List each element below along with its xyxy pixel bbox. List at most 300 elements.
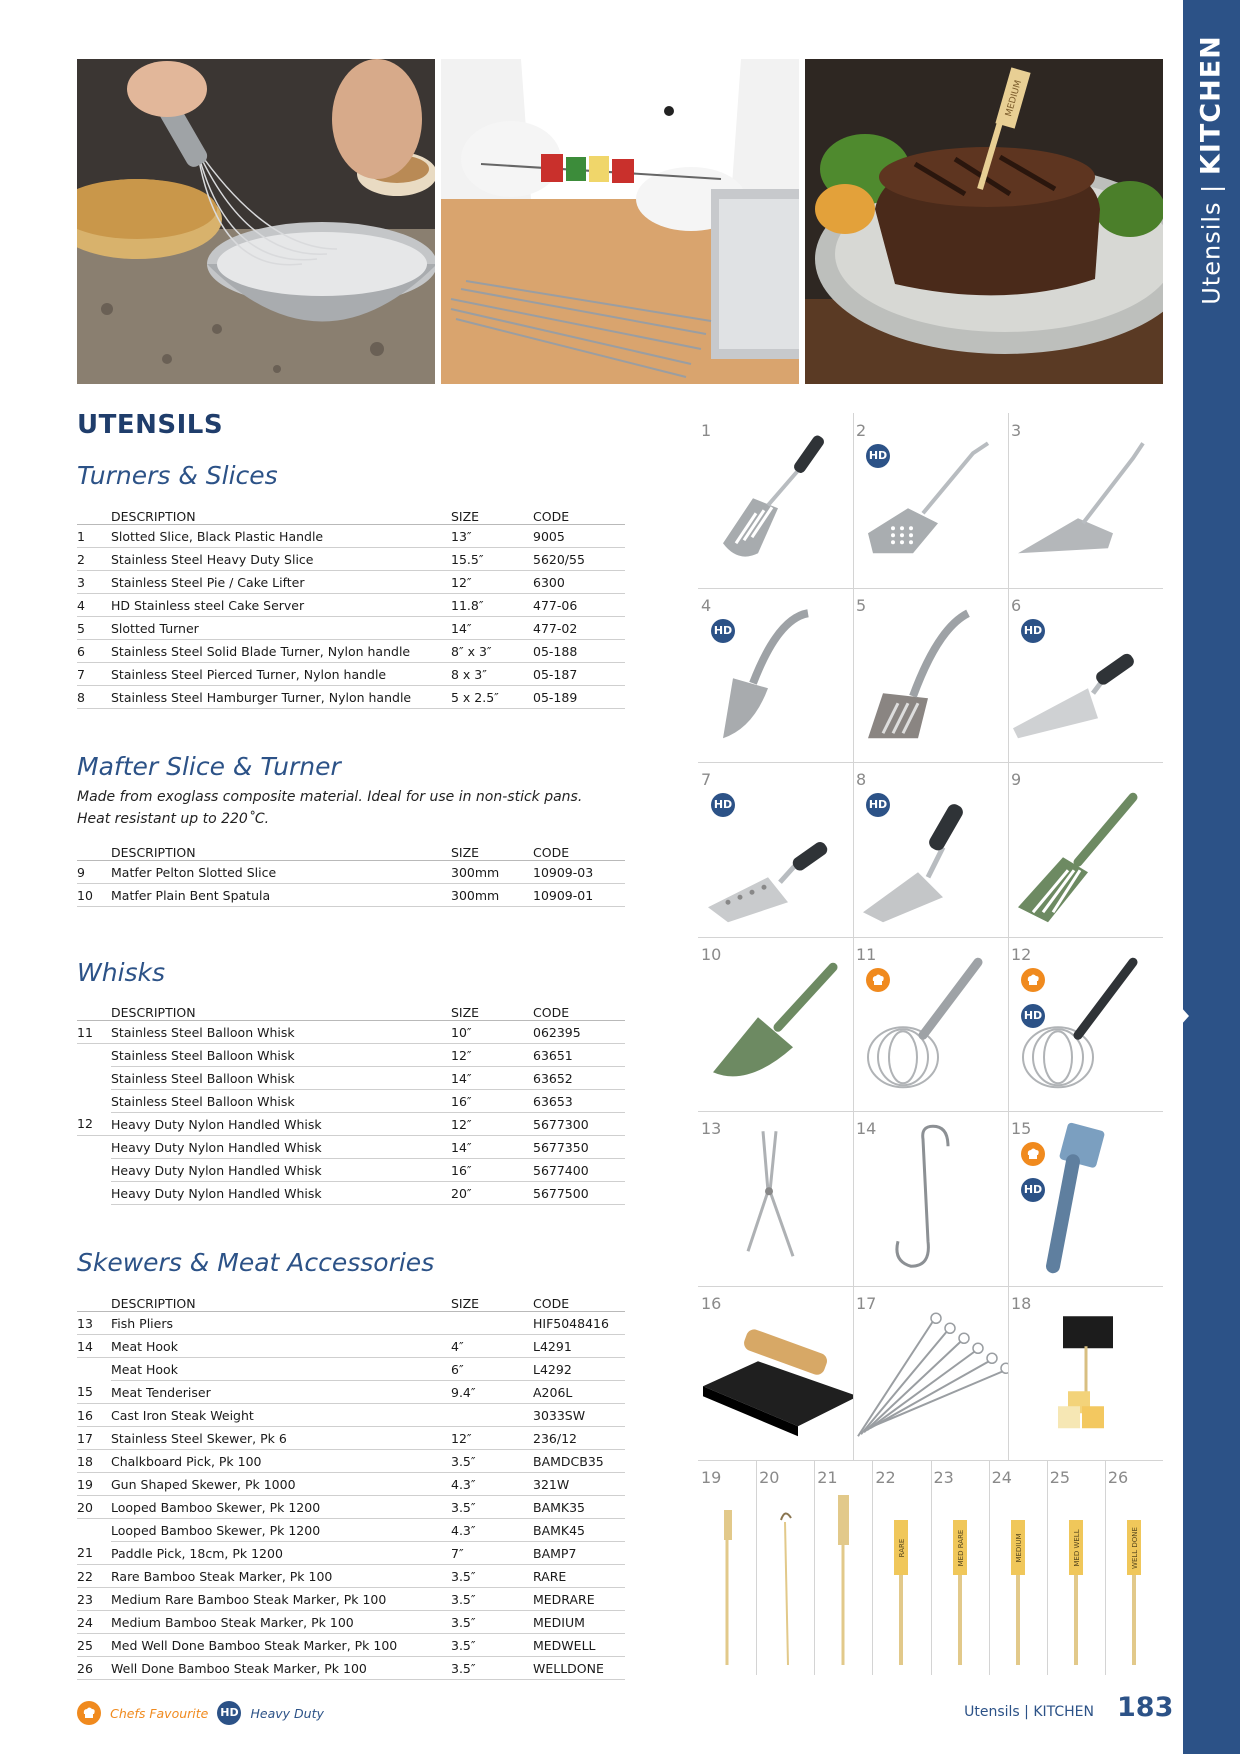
cell-code: BAMDCB35 [533,1450,625,1473]
gun-skewer-icon [698,1460,756,1675]
cell-code: 5677300 [533,1113,625,1136]
header-num [77,998,111,1021]
cell-num: 8 [77,686,111,709]
marker-cell [756,1460,814,1675]
cell-num: 20 [77,1496,111,1519]
table-row [77,1657,625,1680]
cell-size: 14″ [451,1136,533,1159]
section-title-matfer: Mafter Slice & Turner [77,752,341,781]
product-number: 6 [1011,595,1022,615]
product-number: 10 [701,944,722,964]
cell-size: 3.5″ [451,1588,533,1611]
matfer-slotted-slice-icon [1008,762,1163,937]
cell-size: 12″ [451,1427,533,1450]
grid-divider [698,1111,1163,1112]
cell-size: 4.3″ [451,1473,533,1496]
chef-favourite-badge [1021,1142,1045,1166]
cell-code: 5620/55 [533,548,625,571]
cell-code: 321W [533,1473,625,1496]
turners-table [77,502,625,709]
cell-description: Med Well Done Bamboo Steak Marker, Pk 100 [111,1634,451,1657]
cell-description: Chalkboard Pick, Pk 100 [111,1450,451,1473]
marker-cell [989,1460,1047,1675]
balloon-whisk-icon [853,937,1008,1112]
cell-code: MEDWELL [533,1634,625,1657]
cell-size: 3.5″ [451,1611,533,1634]
product-number: 19 [701,1468,722,1487]
cell-size: 8 x 3″ [451,663,533,686]
cell-description: Stainless Steel Balloon Whisk [111,1021,451,1044]
header-size: SIZE [451,502,533,525]
cell-num [77,1090,111,1113]
cell-num: 5 [77,617,111,640]
cell-size: 14″ [451,1067,533,1090]
header-size: SIZE [451,1289,533,1312]
product-number: 21 [817,1468,838,1487]
product-cell [698,937,853,1112]
matfer-intro-line-2: Heat resistant up to 220˚C. [77,811,270,827]
product-cell [698,1286,853,1461]
cake-server-icon [698,588,853,763]
cell-code: L4291 [533,1335,625,1358]
cell-size: 3.5″ [451,1634,533,1657]
cell-size: 4″ [451,1335,533,1358]
table-row [77,1427,625,1450]
marker-label: MED WELL [1072,1529,1081,1567]
footer-section-name: Utensils [964,1704,1020,1720]
cell-code: MEDRARE [533,1588,625,1611]
grid-divider [1008,413,1009,1460]
cell-description: Paddle Pick, 18cm, Pk 1200 [111,1542,451,1565]
product-cell [853,1286,1008,1461]
whisk-bowl-photo [77,59,435,384]
cell-size: 7″ [451,1542,533,1565]
cell-description: Matfer Pelton Slotted Slice [111,861,451,884]
cell-size: 14″ [451,617,533,640]
product-number: 14 [856,1119,877,1138]
cell-size: 11.8″ [451,594,533,617]
cell-num: 1 [77,525,111,548]
cell-num: 23 [77,1588,111,1611]
product-number: 20 [759,1468,780,1487]
cell-num: 6 [77,640,111,663]
cell-num: 24 [77,1611,111,1634]
side-tab-notch [1180,1006,1189,1026]
section-title-whisks: Whisks [77,958,166,987]
cell-num: 25 [77,1634,111,1657]
steel-skewers-icon [853,1286,1008,1461]
product-number: 24 [991,1468,1012,1487]
cell-code: 5677350 [533,1136,625,1159]
cell-description: Meat Hook [111,1335,451,1358]
skewers-table [77,1289,625,1680]
chef-hat-icon [1021,968,1045,992]
table-row [77,686,625,709]
cell-size: 3.5″ [451,1450,533,1473]
table-row [77,1611,625,1634]
cell-description: Slotted Turner [111,617,451,640]
header-num [77,838,111,861]
grid-divider [872,1460,873,1675]
solid-turner-icon [1008,588,1163,763]
cell-description: Stainless Steel Hamburger Turner, Nylon handle [111,686,451,709]
table-row [77,1381,625,1404]
table-row [77,1113,625,1136]
cell-num: 3 [77,571,111,594]
product-number: 12 [1011,944,1032,964]
cell-num [77,1136,111,1159]
cell-description: HD Stainless steel Cake Server [111,594,451,617]
cell-num: 4 [77,594,111,617]
cell-description: Fish Pliers [111,1312,451,1335]
cell-description: Cast Iron Steak Weight [111,1404,451,1427]
table-row [77,640,625,663]
steak-marker-photo [805,59,1163,384]
product-number: 26 [1107,1468,1129,1487]
steak-marker-icon [989,1460,1047,1675]
header-code: CODE [533,1289,625,1312]
product-number: 4 [701,595,712,615]
table-row [77,1044,625,1067]
marker-cell [698,1460,756,1675]
matfer-intro [77,786,582,830]
cell-code: 9005 [533,525,625,548]
cell-code: 10909-03 [533,861,625,884]
side-tab-label [1196,35,1227,305]
header-description: DESCRIPTION [111,998,451,1021]
product-number: 16 [701,1293,722,1313]
product-number: 13 [701,1119,722,1138]
cell-code: A206L [533,1381,625,1404]
table-row [77,617,625,640]
table-row [77,1519,625,1542]
cell-num: 18 [77,1450,111,1473]
product-number: 8 [856,770,867,789]
grid-divider [698,762,1163,763]
table-row [77,1588,625,1611]
table-row [77,1404,625,1427]
product-cell [698,413,853,588]
table-row [77,1496,625,1519]
grid-divider [814,1460,815,1675]
cell-size: 300mm [451,884,533,907]
cell-code: 236/12 [533,1427,625,1450]
table-row [77,1182,625,1205]
pierced-turner-icon [698,762,853,937]
heavy-duty-icon: HD [217,1701,241,1725]
product-cell [853,413,1008,588]
cell-size: 10″ [451,1021,533,1044]
header-num [77,502,111,525]
section-title-turners: Turners & Slices [77,461,278,490]
header-description: DESCRIPTION [111,1289,451,1312]
product-number: 18 [1011,1293,1032,1313]
cell-description: Well Done Bamboo Steak Marker, Pk 100 [111,1657,451,1680]
table-row [77,1542,625,1565]
chef-favourite-icon [77,1701,101,1725]
cell-size: 16″ [451,1090,533,1113]
cell-code: 05-189 [533,686,625,709]
marker-cell [872,1460,930,1675]
cell-description: Medium Rare Bamboo Steak Marker, Pk 100 [111,1588,451,1611]
cell-size [451,1312,533,1335]
steak-marker-icon [872,1460,930,1675]
product-number: 5 [856,595,867,615]
legend-heavy-duty: Heavy Duty [250,1705,324,1721]
product-cell [1008,1111,1163,1286]
table-row [77,548,625,571]
product-cell [1008,413,1163,588]
table-row [77,663,625,686]
product-cell [698,588,853,763]
cell-size: 8″ x 3″ [451,640,533,663]
marker-cell [814,1460,872,1675]
cell-description: Stainless Steel Solid Blade Turner, Nylon handle [111,640,451,663]
product-number: 2 [856,421,867,440]
product-cell [698,1111,853,1286]
table-row [77,594,625,617]
cell-size: 300mm [451,861,533,884]
product-cell [1008,762,1163,937]
steak-marker-icon [1105,1460,1163,1675]
header-code: CODE [533,838,625,861]
cell-size: 13″ [451,525,533,548]
marker-label: MEDIUM [1014,1533,1023,1563]
cell-code: BAMK35 [533,1496,625,1519]
grid-divider [1105,1460,1106,1675]
cell-num [77,1358,111,1381]
matfer-table [77,838,625,907]
table-row [77,571,625,594]
cell-num [77,1159,111,1182]
product-number: 25 [1049,1468,1071,1487]
matfer-spatula-icon [698,937,853,1112]
cell-size: 20″ [451,1182,533,1205]
cell-code: WELLDONE [533,1657,625,1680]
table-row [77,1450,625,1473]
cell-code: 63652 [533,1067,625,1090]
section-title-skewers: Skewers & Meat Accessories [77,1248,435,1277]
cell-num: 21 [77,1542,111,1565]
steak-marker-icon [1047,1460,1105,1675]
cell-num [77,1182,111,1205]
heavy-duty-badge: HD [866,444,890,468]
grid-divider [698,937,1163,938]
cell-size: 16″ [451,1159,533,1182]
whisks-table [77,998,625,1205]
product-number: 3 [1011,421,1022,440]
whisks-table-body [77,1021,625,1205]
cell-num: 14 [77,1335,111,1358]
heavy-duty-badge: HD [711,793,735,817]
chef-hat-icon [866,968,890,992]
product-number: 15 [1011,1119,1032,1138]
cell-description: Looped Bamboo Skewer, Pk 1200 [111,1519,451,1542]
cell-size: 5 x 2.5″ [451,686,533,709]
cell-description: Meat Hook [111,1358,451,1381]
product-number: 7 [701,770,712,789]
cell-description: Stainless Steel Skewer, Pk 6 [111,1427,451,1450]
cell-description: Stainless Steel Balloon Whisk [111,1044,451,1067]
cell-code: 6300 [533,571,625,594]
cell-num [77,1044,111,1067]
cell-description: Stainless Steel Balloon Whisk [111,1090,451,1113]
cell-size: 12″ [451,1044,533,1067]
cell-num: 2 [77,548,111,571]
cell-description: Meat Tenderiser [111,1381,451,1404]
chef-favourite-badge [866,968,890,992]
heavy-duty-badge: HD [1021,1178,1045,1202]
cell-code: BAMP7 [533,1542,625,1565]
cell-size [451,1404,533,1427]
heavy-duty-badge: HD [1021,619,1045,643]
header-description: DESCRIPTION [111,838,451,861]
heavy-duty-badge: HD [866,793,890,817]
marker-cell [1047,1460,1105,1675]
matfer-table-body [77,861,625,907]
grid-divider [698,1286,1163,1287]
cell-num: 10 [77,884,111,907]
cell-code: 63653 [533,1090,625,1113]
cell-description: Heavy Duty Nylon Handled Whisk [111,1182,451,1205]
table-header-row [77,502,625,525]
cell-size: 9.4″ [451,1381,533,1404]
heavy-duty-slice-icon [853,413,1008,588]
cell-size: 3.5″ [451,1496,533,1519]
grid-divider [853,413,854,1460]
product-number: 22 [875,1468,896,1487]
marker-cell [1105,1460,1163,1675]
cell-size: 6″ [451,1358,533,1381]
grid-divider [1047,1460,1048,1675]
steak-weight-icon [698,1286,853,1461]
product-cell [853,1111,1008,1286]
cell-num: 12 [77,1113,111,1136]
meat-hook-icon [853,1111,1008,1286]
product-cell [1008,937,1163,1112]
footer-section [964,1704,1094,1720]
cell-description: Slotted Slice, Black Plastic Handle [111,525,451,548]
cell-description: Heavy Duty Nylon Handled Whisk [111,1159,451,1182]
legend-chefs-favourite: Chefs Favourite [110,1705,209,1721]
cell-description: Looped Bamboo Skewer, Pk 1200 [111,1496,451,1519]
cell-code: 5677500 [533,1182,625,1205]
cell-code: L4292 [533,1358,625,1381]
table-row [77,1335,625,1358]
cell-num: 13 [77,1312,111,1335]
side-tab-section: Utensils [1197,201,1226,305]
page-title: UTENSILS [77,410,224,440]
header-num [77,1289,111,1312]
product-cell [853,588,1008,763]
matfer-intro-line-1: Made from exoglass composite material. Ideal for use in non-stick pans. [77,789,583,805]
looped-skewer-icon [756,1460,814,1675]
heavy-duty-badge: HD [1021,1004,1045,1028]
cell-num: 16 [77,1404,111,1427]
marker-label: MED RARE [956,1529,965,1567]
cell-code: RARE [533,1565,625,1588]
cell-size: 3.5″ [451,1565,533,1588]
table-row [77,1358,625,1381]
cell-description: Heavy Duty Nylon Handled Whisk [111,1113,451,1136]
cell-code: 05-188 [533,640,625,663]
skewers-table-body [77,1312,625,1680]
cell-description: Stainless Steel Balloon Whisk [111,1067,451,1090]
marker-cell [931,1460,989,1675]
cell-code: 062395 [533,1021,625,1044]
cell-description: Gun Shaped Skewer, Pk 1000 [111,1473,451,1496]
cell-code: HIF5048416 [533,1312,625,1335]
cell-code: 477-06 [533,594,625,617]
footer-category: KITCHEN [1033,1704,1094,1720]
table-row [77,1021,625,1044]
grid-divider [698,588,1163,589]
cell-code: 05-187 [533,663,625,686]
cell-num: 26 [77,1657,111,1680]
product-number: 23 [933,1468,954,1487]
table-row [77,1634,625,1657]
cell-code: BAMK45 [533,1519,625,1542]
page-number: 183 [1117,1692,1174,1723]
cell-description: Stainless Steel Heavy Duty Slice [111,548,451,571]
cell-code: 477-02 [533,617,625,640]
table-row [77,1159,625,1182]
cell-num [77,1067,111,1090]
table-row [77,1565,625,1588]
cell-size: 12″ [451,571,533,594]
header-code: CODE [533,502,625,525]
header-size: SIZE [451,998,533,1021]
table-row [77,525,625,548]
header-code: CODE [533,998,625,1021]
product-number: 11 [856,944,877,964]
marker-label: RARE [898,1538,907,1558]
grid-divider [931,1460,932,1675]
cell-num: 15 [77,1381,111,1404]
pie-lifter-icon [1008,413,1163,588]
product-cell [1008,588,1163,763]
table-row [77,861,625,884]
cell-code: 5677400 [533,1159,625,1182]
cell-code: MEDIUM [533,1611,625,1634]
table-header-row [77,998,625,1021]
table-row [77,884,625,907]
cell-description: Heavy Duty Nylon Handled Whisk [111,1136,451,1159]
cell-num: 19 [77,1473,111,1496]
cell-code: 3033SW [533,1404,625,1427]
product-number: 9 [1011,770,1022,789]
grid-divider [756,1460,757,1675]
table-row [77,1067,625,1090]
product-number: 17 [856,1293,877,1313]
cell-description: Stainless Steel Pierced Turner, Nylon handle [111,663,451,686]
skewer-prep-photo [441,59,799,384]
table-row [77,1090,625,1113]
cell-num: 9 [77,861,111,884]
header-description: DESCRIPTION [111,502,451,525]
grid-divider [989,1460,990,1675]
chalkboard-pick-icon [1008,1286,1163,1461]
cell-num: 17 [77,1427,111,1450]
cell-description: Medium Bamboo Steak Marker, Pk 100 [111,1611,451,1634]
cell-size: 15.5″ [451,548,533,571]
product-number: 1 [701,421,712,440]
chef-favourite-badge [1021,968,1045,992]
cell-code: 63651 [533,1044,625,1067]
table-header-row [77,838,625,861]
footer-separator: | [1024,1704,1029,1720]
fish-pliers-icon [698,1111,853,1286]
